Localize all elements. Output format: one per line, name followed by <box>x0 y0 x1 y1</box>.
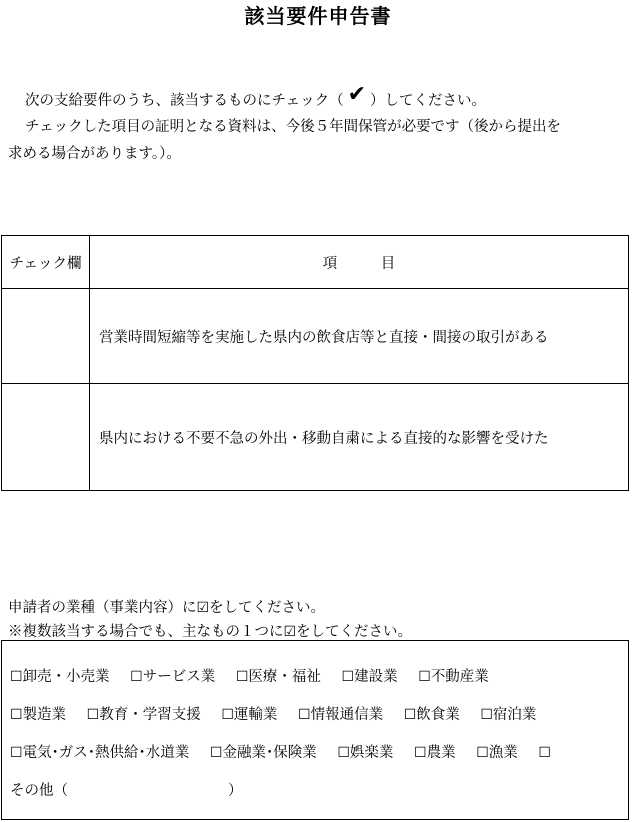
intro-text-before: 次の支給要件のうち、該当するものにチェック（ <box>25 93 344 109</box>
requirement-text-1: 営業時間短縮等を実施した県内の飲食店等と直接・間接の取引がある <box>90 289 629 384</box>
checkbox-icon: ☐ <box>86 707 100 723</box>
instruction-1-after: をしてください。 <box>209 600 326 616</box>
checkbox-icon: ☐ <box>538 745 551 761</box>
table-row <box>2 289 629 384</box>
industry-option-wholesale-retail[interactable]: ☐卸売・小売業 <box>10 669 110 685</box>
table-header-row <box>2 236 629 289</box>
industry-selection-box <box>1 640 629 820</box>
industry-option-real-estate[interactable]: ☐不動産業 <box>418 669 489 685</box>
industry-option-other-checkbox[interactable] <box>538 745 551 761</box>
checkbox-icon: ☐ <box>418 669 431 685</box>
table-row <box>2 384 629 491</box>
checked-box-icon: ☑ <box>196 600 210 616</box>
industry-line-2 <box>10 703 552 724</box>
industry-instruction-2 <box>8 620 412 641</box>
industry-option-agriculture[interactable]: ☐農業 <box>414 745 456 761</box>
industry-option-ict[interactable]: ☐情報通信業 <box>298 707 384 723</box>
checkbox-icon: ☐ <box>130 669 143 685</box>
checkbox-icon: ☐ <box>341 669 355 685</box>
industry-option-restaurant[interactable]: ☐飲食業 <box>403 707 460 723</box>
industry-instruction-1 <box>8 596 325 617</box>
requirement-text-2: 県内における不要不急の外出・移動自粛による直接的な影響を受けた <box>90 384 629 491</box>
requirements-table <box>1 235 629 491</box>
industry-option-construction[interactable]: ☐建設業 <box>341 669 398 685</box>
industry-option-medical-welfare[interactable]: ☐医療・福祉 <box>235 669 321 685</box>
other-label: その他（ <box>10 783 68 799</box>
check-cell-2[interactable] <box>2 384 90 491</box>
check-cell-1[interactable] <box>2 289 90 384</box>
instruction-2-after: をしてください。 <box>296 624 413 640</box>
checkbox-icon: ☐ <box>414 745 427 761</box>
intro-text-after: ）してください。 <box>370 93 487 109</box>
instruction-2-before: ※複数該当する場合でも、主なもの１つに <box>8 624 284 640</box>
intro-line-2: チェックした項目の証明となる資料は、今後５年間保管が必要です（後から提出を <box>25 119 562 135</box>
industry-line-1 <box>10 665 505 686</box>
checkbox-icon: ☐ <box>10 745 23 761</box>
checkbox-icon: ☐ <box>235 669 249 685</box>
check-mark-icon: ✔ <box>347 82 367 107</box>
industry-option-education[interactable]: ☐教育・学習支援 <box>86 707 201 723</box>
intro-line-1 <box>25 82 487 111</box>
industry-option-fishery[interactable]: ☐漁業 <box>476 745 518 761</box>
checkbox-icon: ☐ <box>10 669 23 685</box>
industry-option-service[interactable]: ☐サービス業 <box>130 669 216 685</box>
checkbox-icon: ☐ <box>209 745 223 761</box>
checkbox-icon: ☐ <box>221 707 234 723</box>
industry-line-4 <box>10 779 243 800</box>
industry-option-transport[interactable]: ☐運輸業 <box>221 707 278 723</box>
checkbox-icon: ☐ <box>298 707 311 723</box>
checkbox-icon: ☐ <box>476 745 489 761</box>
page-title: 該当要件申告書 <box>244 4 392 28</box>
checkbox-icon: ☐ <box>337 745 350 761</box>
checked-box-icon: ☑ <box>283 624 297 640</box>
checkbox-icon: ☐ <box>10 707 23 723</box>
industry-option-manufacturing[interactable]: ☐製造業 <box>10 707 67 723</box>
checkbox-icon: ☐ <box>403 707 417 723</box>
industry-option-entertainment[interactable]: ☐娯楽業 <box>337 745 394 761</box>
industry-line-3 <box>10 741 551 762</box>
industry-option-finance-insurance[interactable]: ☐金融業･保険業 <box>209 745 317 761</box>
instruction-1-before: 申請者の業種（事業内容）に <box>8 600 197 616</box>
header-item-column: 項 目 <box>90 236 629 289</box>
intro-line-3: 求める場合があります。）。 <box>8 146 181 162</box>
industry-option-utilities[interactable]: ☐電気･ガス･熱供給･水道業 <box>10 745 190 761</box>
header-check-column: チェック欄 <box>2 236 90 289</box>
other-close: ） <box>228 783 243 799</box>
checkbox-icon: ☐ <box>480 707 493 723</box>
industry-option-lodging[interactable]: ☐宿泊業 <box>480 707 537 723</box>
